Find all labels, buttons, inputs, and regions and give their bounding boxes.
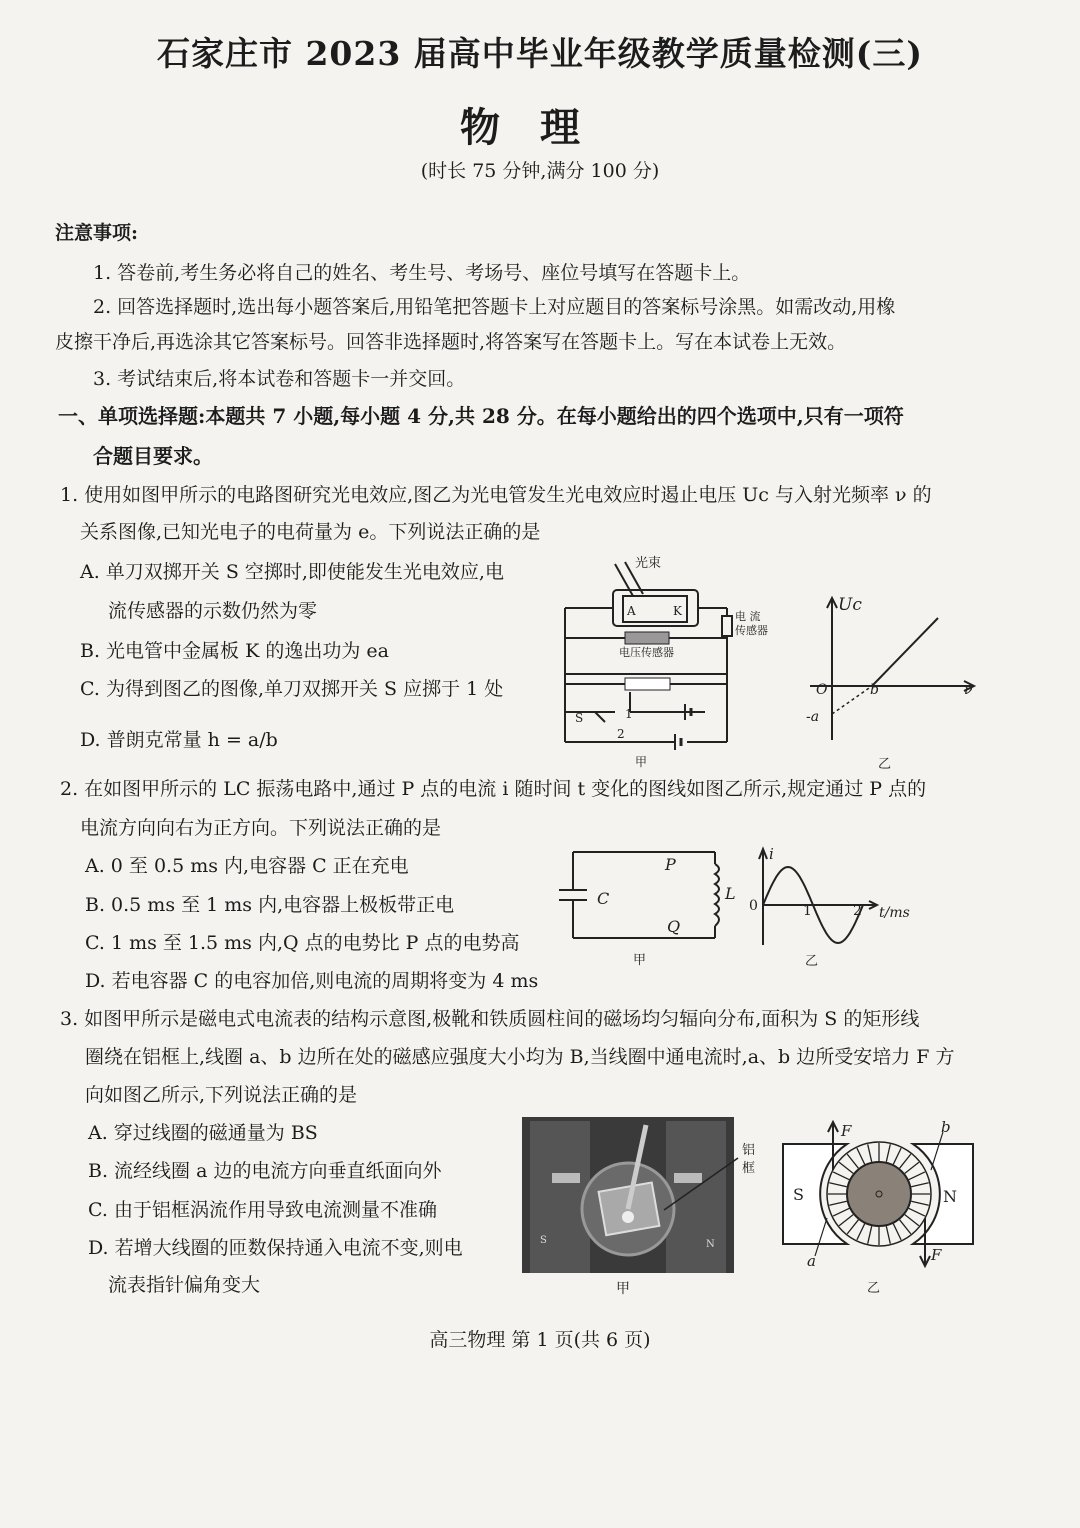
q1-graph-label-yi: 乙 — [878, 757, 892, 772]
q3-fig-label-al2: 框 — [742, 1161, 756, 1176]
field-line — [886, 1144, 890, 1162]
q3-fig-label-a: a — [807, 1252, 816, 1270]
q1-fig-label-a: A — [627, 604, 636, 618]
q2-stem-line2: 电流方向向右为正方向。下列说法正确的是 — [80, 817, 442, 839]
notice-item-1: 1. 答卷前,考生务必将自己的姓名、考生号、考场号、座位号填写在答题卡上。 — [93, 262, 751, 284]
q3-option-a: A. 穿过线圈的磁通量为 BS — [88, 1122, 318, 1144]
q3-stem-line3: 向如图乙所示,下列说法正确的是 — [85, 1084, 358, 1106]
q3-fig-label-n: N — [943, 1187, 957, 1206]
q1-option-d: D. 普朗克常量 h = a/b — [80, 729, 278, 751]
q3-fig-label-al1: 铝 — [742, 1143, 756, 1158]
field-line — [900, 1154, 911, 1168]
q1-graph-label-minus-a: -a — [806, 709, 820, 725]
field-line — [900, 1220, 911, 1234]
field-line — [833, 1208, 849, 1216]
q2-fig-label-l: L — [725, 884, 736, 903]
field-line — [847, 1220, 858, 1234]
q2-graph-label-t: t/ms — [879, 905, 910, 921]
q1-fig-label-jia: 甲 — [635, 755, 648, 769]
q2-fig-label-p: P — [665, 855, 676, 874]
q1-option-b: B. 光电管中金属板 K 的逸出功为 ea — [80, 640, 389, 662]
q1-graph-label-o: O — [816, 682, 828, 698]
q2-graph-label-1: 1 — [803, 903, 812, 919]
field-line — [833, 1172, 849, 1180]
q3-option-d: D. 若增大线圈的匝数保持通入电流不变,则电 — [88, 1237, 463, 1259]
q1-stem-line2: 关系图像,已知光电子的电荷量为 e。下列说法正确的是 — [80, 521, 541, 543]
q1-graph-label-uc: Uc — [838, 595, 862, 615]
q3-option-b: B. 流经线圈 a 边的电流方向垂直纸面向外 — [88, 1160, 442, 1182]
q1-graph-label-b: b — [870, 682, 879, 698]
field-line — [893, 1148, 901, 1164]
q3-fig-label-yi: 乙 — [867, 1281, 881, 1296]
q3-stem-line1: 3. 如图甲所示是磁电式电流表的结构示意图,极靴和铁质圆柱间的磁场均匀辐向分布,面积为 S 的矩形线 — [60, 1008, 920, 1030]
q3-fig-label-f-bottom: F — [931, 1246, 942, 1264]
field-line — [829, 1183, 847, 1187]
q2-option-b: B. 0.5 ms 至 1 ms 内,电容器上极板带正电 — [85, 894, 455, 916]
field-line — [911, 1201, 929, 1205]
q1-fig-label-1: 1 — [625, 707, 633, 721]
field-line — [857, 1224, 865, 1240]
field-line — [839, 1215, 853, 1226]
q2-option-a: A. 0 至 0.5 ms 内,电容器 C 正在充电 — [85, 855, 409, 877]
exam-duration: (时长 75 分钟,满分 100 分) — [420, 160, 660, 182]
q1-stem-line1: 1. 使用如图甲所示的电路图研究光电效应,图乙为光电管发生光电效应时遏止电压 Uc 与入射光频率 ν 的 — [60, 484, 932, 506]
q1-fig-label-light: 光束 — [635, 556, 662, 571]
q2-fig-label-q: Q — [667, 917, 681, 936]
q2-fig-label-jia: 甲 — [633, 953, 647, 968]
q1-fig-label-s: S — [575, 711, 584, 725]
field-line — [909, 1172, 925, 1180]
subject-title: 物理 — [460, 104, 620, 151]
q1-option-a: A. 单刀双掷开关 S 空掷时,即使能发生光电效应,电 — [80, 561, 504, 583]
notice-item-2-line2: 皮擦干净后,再选涂其它答案标号。回答非选择题时,将答案写在答题卡上。写在本试卷上无效。 — [55, 331, 847, 353]
q2-graph-label-yi: 乙 — [805, 954, 819, 969]
q1-fig-label-k: K — [673, 604, 682, 618]
section1-heading: 一、单项选择题:本题共 7 小题,每小题 4 分,共 28 分。在每小题给出的四个选项中,只有一项符 — [58, 404, 904, 428]
q3-photo-label-n: N — [706, 1239, 715, 1250]
q2-figure-circuit — [555, 844, 755, 969]
q3-photo-pointer — [660, 1110, 760, 1230]
field-line — [893, 1224, 901, 1240]
field-line — [857, 1148, 865, 1164]
q1-fig-label-voltage: 电压传感器 — [619, 646, 674, 659]
notice-item-3: 3. 考试结束后,将本试卷和答题卡一并交回。 — [93, 368, 466, 390]
q3-figure-field — [775, 1118, 990, 1298]
q2-stem-line1: 2. 在如图甲所示的 LC 振荡电路中,通过 P 点的电流 i 随时间 t 变化的图线如图乙所示,规定通过 P 点的 — [60, 778, 927, 800]
q1-fig-label-current2: 传感器 — [735, 624, 768, 637]
q1-graph-label-v: ν — [964, 682, 973, 698]
notice-item-2-line1: 2. 回答选择题时,选出每小题答案后,用铅笔把答题卡上对应题目的答案标号涂黑。如需改动,用橡 — [93, 296, 896, 318]
q1-figure-graph — [800, 590, 990, 775]
q2-figure-graph — [745, 845, 925, 970]
q3-fig-label-b: b — [941, 1118, 951, 1136]
q2-graph-label-0: 0 — [749, 898, 758, 914]
field-line — [839, 1162, 853, 1173]
field-line — [868, 1226, 872, 1244]
field-line — [868, 1144, 872, 1162]
field-line — [829, 1201, 847, 1205]
q1-figure-circuit — [555, 552, 805, 772]
q3-fig-label-f-top: F — [841, 1122, 852, 1140]
section1-heading-cont: 合题目要求。 — [93, 444, 213, 468]
q1-fig-label-2: 2 — [617, 727, 625, 741]
field-line — [911, 1183, 929, 1187]
q2-graph-label-i: i — [769, 845, 774, 863]
q3-fig-jia: 甲 — [616, 1281, 630, 1297]
notice-heading: 注意事项: — [55, 222, 139, 244]
field-line — [886, 1226, 890, 1244]
q1-option-a-cont: 流传感器的示数仍然为零 — [108, 600, 318, 622]
field-line — [905, 1215, 919, 1226]
field-line — [909, 1208, 925, 1216]
q3-option-c: C. 由于铝框涡流作用导致电流测量不准确 — [88, 1199, 437, 1221]
field-line — [847, 1154, 858, 1168]
q2-option-d: D. 若电容器 C 的电容加倍,则电流的周期将变为 4 ms — [85, 970, 539, 992]
q3-photo-label-s: S — [540, 1235, 547, 1246]
q2-fig-label-c: C — [597, 889, 610, 908]
q3-stem-line2: 圈绕在铝框上,线圈 a、b 边所在处的磁感应强度大小均为 B,当线圈中通电流时,a、b 边所受安培力 F 方 — [85, 1046, 955, 1068]
page-footer: 高三物理 第 1 页(共 6 页) — [429, 1329, 651, 1351]
q1-option-c: C. 为得到图乙的图像,单刀双掷开关 S 应掷于 1 处 — [80, 678, 504, 700]
field-line — [905, 1162, 919, 1173]
q2-option-c: C. 1 ms 至 1.5 ms 内,Q 点的电势比 P 点的电势高 — [85, 932, 520, 954]
q3-fig-label-s: S — [793, 1185, 804, 1204]
exam-title: 石家庄市 2023 届高中毕业年级教学质量检测(三) — [156, 34, 924, 73]
q1-fig-label-current1: 电 流 — [735, 610, 761, 623]
q3-option-d-cont: 流表指针偏角变大 — [108, 1274, 261, 1296]
q2-graph-label-2: 2 — [853, 903, 862, 919]
